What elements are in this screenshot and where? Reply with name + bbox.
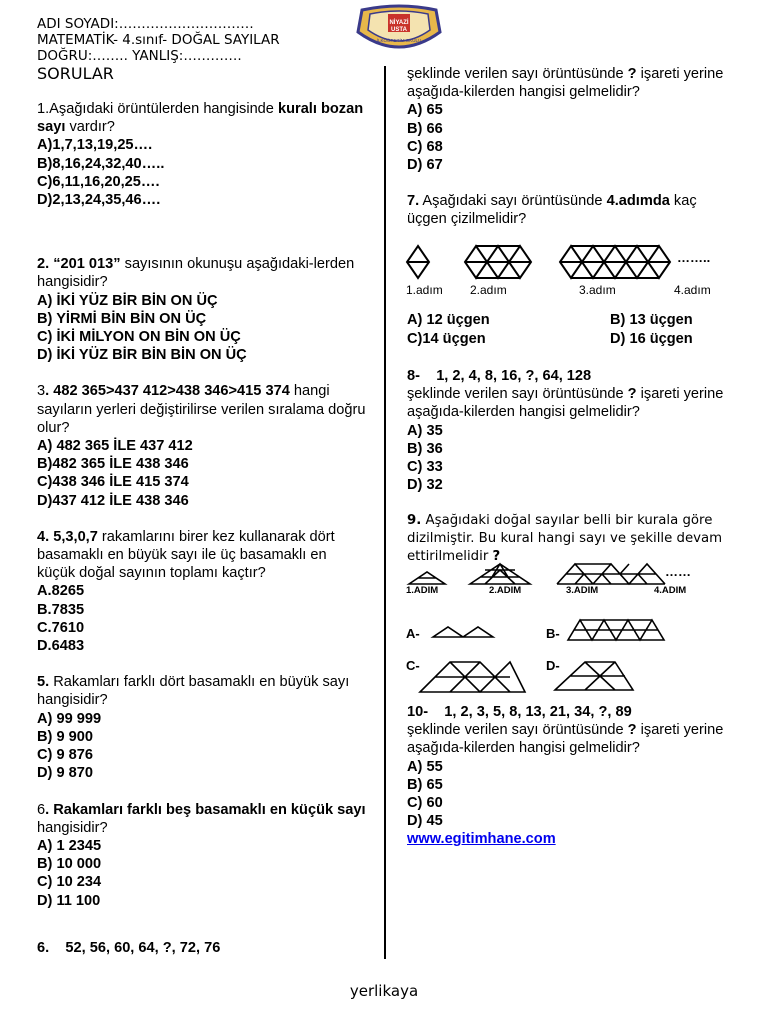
left-column <box>37 100 367 910</box>
q9-choice-b-shape <box>568 620 664 640</box>
question-6b-sequence: 6. 52, 56, 60, 64, ?, 72, 76 <box>37 940 221 956</box>
q7-step2-shape <box>465 246 531 278</box>
q9-step-2-label: 2.ADIM <box>489 585 522 596</box>
q1-option-a[interactable]: A)1,7,13,19,25…. <box>37 137 153 154</box>
subject-line: MATEMATİK- 4.sınıf- DOĞAL SAYILAR <box>37 32 280 48</box>
q9-step-1-label: 1.ADIM <box>406 585 439 596</box>
q4-option-a[interactable]: A.8265 <box>37 583 85 600</box>
q7-step-4-label: 4.adım <box>674 283 711 297</box>
school-logo <box>354 4 444 56</box>
q7-option-a[interactable]: A) 12 üçgen <box>407 312 490 328</box>
q9-choice-c-shape <box>420 662 525 692</box>
q7-option-d[interactable]: D) 16 üçgen <box>610 331 693 347</box>
question-6b-text: şeklinde verilen sayı örüntüsünde ? işareti yerine aşağıda-kilerden hangisi gelmelidir? <box>407 66 724 101</box>
column-divider <box>384 66 386 959</box>
q9-choice-c[interactable]: C- <box>406 658 420 673</box>
q9-step2-shape <box>470 564 530 584</box>
section-title: SORULAR <box>37 64 114 83</box>
q8-text: şeklinde verilen sayı örüntüsünde ? işareti yerine aşağıda-kilerden hangisi gelmelidir? <box>407 386 724 421</box>
q9-dots: …… <box>665 564 691 579</box>
q7-step3-shape <box>560 246 670 278</box>
q3-option-a[interactable]: A) 482 365 İLE 437 412 <box>37 438 193 455</box>
q10-option-c[interactable]: C) 60 <box>407 795 443 812</box>
q8-option-c[interactable]: C) 33 <box>407 459 443 476</box>
q2-option-b[interactable]: B) YİRMİ BİN BİN ON ÜÇ <box>37 310 207 327</box>
q8-option-a[interactable]: A) 35 <box>407 422 443 439</box>
q2-option-a[interactable]: A) İKİ YÜZ BİR BİN ON ÜÇ <box>37 292 218 309</box>
question-2: 2. “201 013” sayısının okunuşu aşağıdaki-lerden hangisidir? <box>37 256 355 291</box>
q5-option-a[interactable]: A) 99 999 <box>37 710 102 727</box>
question-8 <box>407 367 737 494</box>
q10-option-b[interactable]: B) 65 <box>407 776 443 793</box>
q8-option-b[interactable]: B) 36 <box>407 440 443 457</box>
q4-option-d[interactable]: D.6483 <box>37 638 85 655</box>
q9-choice-a[interactable]: A- <box>406 626 420 641</box>
q4-option-c[interactable]: C.7610 <box>37 619 85 636</box>
q10-sequence: 10- 1, 2, 3, 5, 8, 13, 21, 34, ?, 89 <box>407 704 632 720</box>
q7-step1-shape <box>407 246 429 278</box>
q6b-option-d[interactable]: D) 67 <box>407 157 443 174</box>
q9-pattern-figure <box>400 560 740 700</box>
q1-option-b[interactable]: B)8,16,24,32,40….. <box>37 155 165 172</box>
q5-option-d[interactable]: D) 9 870 <box>37 765 93 782</box>
q2-option-d[interactable]: D) İKİ YÜZ BİR BİN BİN ON ÜÇ <box>37 347 247 364</box>
question-9: 9. Aşağıdaki doğal sayılar belli bir kurala göre dizilmiştir. Bu kural hangi sayı ve şekille devam ettirilmelidir ? <box>407 513 723 564</box>
q6b-option-a[interactable]: A) 65 <box>407 102 443 119</box>
q10-option-a[interactable]: A) 55 <box>407 758 443 775</box>
q6-option-c[interactable]: C) 10 234 <box>37 874 102 891</box>
question-4: 4. 5,3,0,7 rakamlarını birer kez kullanarak dört basamaklı en büyük sayı ile üç basamaklı en küçük doğal sayının toplamı kaçtır? <box>37 528 335 582</box>
q7-option-c[interactable]: C)14 üçgen <box>407 331 486 347</box>
q8-sequence: 8- 1, 2, 4, 8, 16, ?, 64, 128 <box>407 368 592 384</box>
q9-choice-a-shape <box>433 627 493 637</box>
q3-option-d[interactable]: D)437 412 İLE 438 346 <box>37 492 189 509</box>
q5-option-b[interactable]: B) 9 900 <box>37 728 93 745</box>
q10-option-d[interactable]: D) 45 <box>407 813 443 830</box>
question-5: 5. Rakamları farklı dört basamaklı en büyük sayı hangisidir? <box>37 674 350 709</box>
right-column-top <box>407 65 737 229</box>
question-6: 6. Rakamları farklı beş basamaklı en küçük sayı hangisidir? <box>37 801 366 836</box>
svg-text:İLKÖĞRETİM OKULU: İLKÖĞRETİM OKULU <box>376 38 422 43</box>
q4-option-b[interactable]: B.7835 <box>37 601 85 618</box>
q9-step3-shape <box>557 564 665 584</box>
egitimhane-link[interactable]: www.egitimhane.com <box>407 831 556 848</box>
question-10 <box>407 703 737 849</box>
footer-author: yerlikaya <box>349 982 419 1000</box>
question-1: 1.Aşağıdaki örüntülerden hangisinde kuralı bozan sayı vardır? <box>37 101 364 136</box>
q8-option-d[interactable]: D) 32 <box>407 477 443 494</box>
q9-choice-d[interactable]: D- <box>546 658 560 673</box>
q9-choice-b[interactable]: B- <box>546 626 560 641</box>
q6-option-d[interactable]: D) 11 100 <box>37 892 101 909</box>
q7-option-b[interactable]: B) 13 üçgen <box>610 312 693 328</box>
svg-text:NİYAZİ: NİYAZİ <box>389 20 409 26</box>
question-3: 3. 482 365>437 412>438 346>415 374 hangi sayıların yerleri değiştirilirse verilen sıralama doğru olur? <box>37 383 366 436</box>
q7-step-1-label: 1.adım <box>406 283 443 297</box>
q6-option-a[interactable]: A) 1 2345 <box>37 837 102 854</box>
q7-step-2-label: 2.adım <box>470 283 507 297</box>
q9-choice-d-shape <box>555 662 633 690</box>
q1-option-c[interactable]: C)6,11,16,20,25…. <box>37 173 160 190</box>
q7-step-3-label: 3.adım <box>579 283 616 297</box>
question-7: 7. Aşağıdaki sayı örüntüsünde 4.adımda kaç üçgen çizilmelidir? <box>407 193 697 228</box>
q2-option-c[interactable]: C) İKİ MİLYON ON BİN ON ÜÇ <box>37 329 241 346</box>
q7-pattern-figure <box>400 240 740 302</box>
q1-option-d[interactable]: D)2,13,24,35,46…. <box>37 192 161 209</box>
q6-option-b[interactable]: B) 10 000 <box>37 856 102 873</box>
q10-text: şeklinde verilen sayı örüntüsünde ? işareti yerine aşağıda-kilerden hangisi gelmelidir? <box>407 722 724 757</box>
name-line: ADI SOYADI:………………………… <box>37 16 254 32</box>
q6b-option-c[interactable]: C) 68 <box>407 138 443 155</box>
q9-step-4-label: 4.ADIM <box>654 585 687 596</box>
q5-option-c[interactable]: C) 9 876 <box>37 747 93 764</box>
q3-option-b[interactable]: B)482 365 İLE 438 346 <box>37 456 189 473</box>
q6b-option-b[interactable]: B) 66 <box>407 120 443 137</box>
q9-step1-shape <box>409 572 445 584</box>
q9-step-3-label: 3.ADIM <box>566 585 599 596</box>
q7-dots: …….. <box>677 250 711 265</box>
q3-option-c[interactable]: C)438 346 İLE 415 374 <box>37 474 189 491</box>
svg-text:USTA: USTA <box>391 27 407 33</box>
score-line: DOĞRU:…….. YANLIŞ:…………. <box>37 48 242 64</box>
